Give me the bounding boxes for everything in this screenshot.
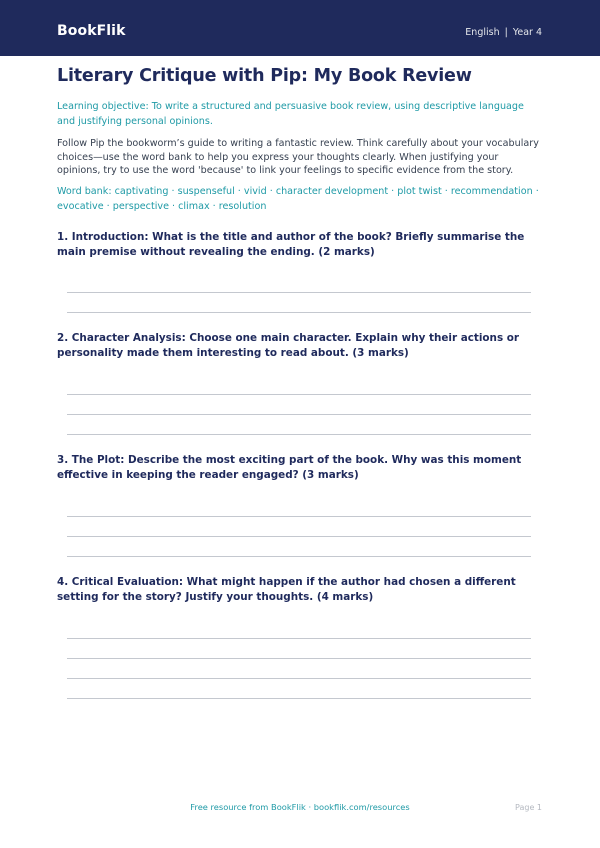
subject-year-meta <box>465 27 542 38</box>
answer-line[interactable] <box>67 658 531 659</box>
answer-line[interactable] <box>67 434 531 435</box>
question-2: 2. Character Analysis: Choose one main character. Explain why their actions or personality made them interesting to read about. (3 marks) <box>57 332 520 359</box>
answer-line[interactable] <box>67 394 531 395</box>
subject-label: English <box>465 27 500 38</box>
answer-line[interactable] <box>67 516 531 517</box>
answer-line[interactable] <box>67 312 531 313</box>
question-1: 1. Introduction: What is the title and author of the book? Briefly summarise the main premise without revealing the ending. (2 marks) <box>57 231 525 258</box>
answer-line[interactable] <box>67 678 531 679</box>
year-label: Year 4 <box>512 27 542 38</box>
answer-line[interactable] <box>67 556 531 557</box>
learning-objective: Learning objective: To write a structured and persuasive book review, using descriptive language and justifying personal opinions. <box>57 101 524 127</box>
brand-logo-text[interactable]: BookFlik <box>57 23 126 39</box>
word-bank: Word bank: captivating · suspenseful · vivid · character development · plot twist · recommendation · evocative · perspective · climax · resolution <box>57 186 539 212</box>
page-number: Page 1 <box>515 803 542 812</box>
instructions-text: Follow Pip the bookworm’s guide to writing a fantastic review. Think carefully about your vocabulary choices—use the word bank to help you express your thoughts clearly. When justifying your opinions, try to use the word 'because' to link your feelings to specific evidence from the story. <box>57 138 539 177</box>
answer-line[interactable] <box>67 292 531 293</box>
answer-line[interactable] <box>67 536 531 537</box>
header-bar <box>0 0 600 56</box>
footer-resource-link[interactable]: Free resource from BookFlik · bookflik.com/resources <box>190 802 410 812</box>
worksheet-title: Literary Critique with Pip: My Book Review <box>57 66 472 86</box>
answer-line[interactable] <box>67 638 531 639</box>
answer-line[interactable] <box>67 698 531 699</box>
question-3: 3. The Plot: Describe the most exciting part of the book. Why was this moment effective in keeping the reader engaged? (3 marks) <box>57 454 522 481</box>
meta-separator: | <box>504 27 508 38</box>
answer-line[interactable] <box>67 414 531 415</box>
question-4: 4. Critical Evaluation: What might happen if the author had chosen a different setting for the story? Justify your thoughts. (4 marks) <box>57 576 516 603</box>
